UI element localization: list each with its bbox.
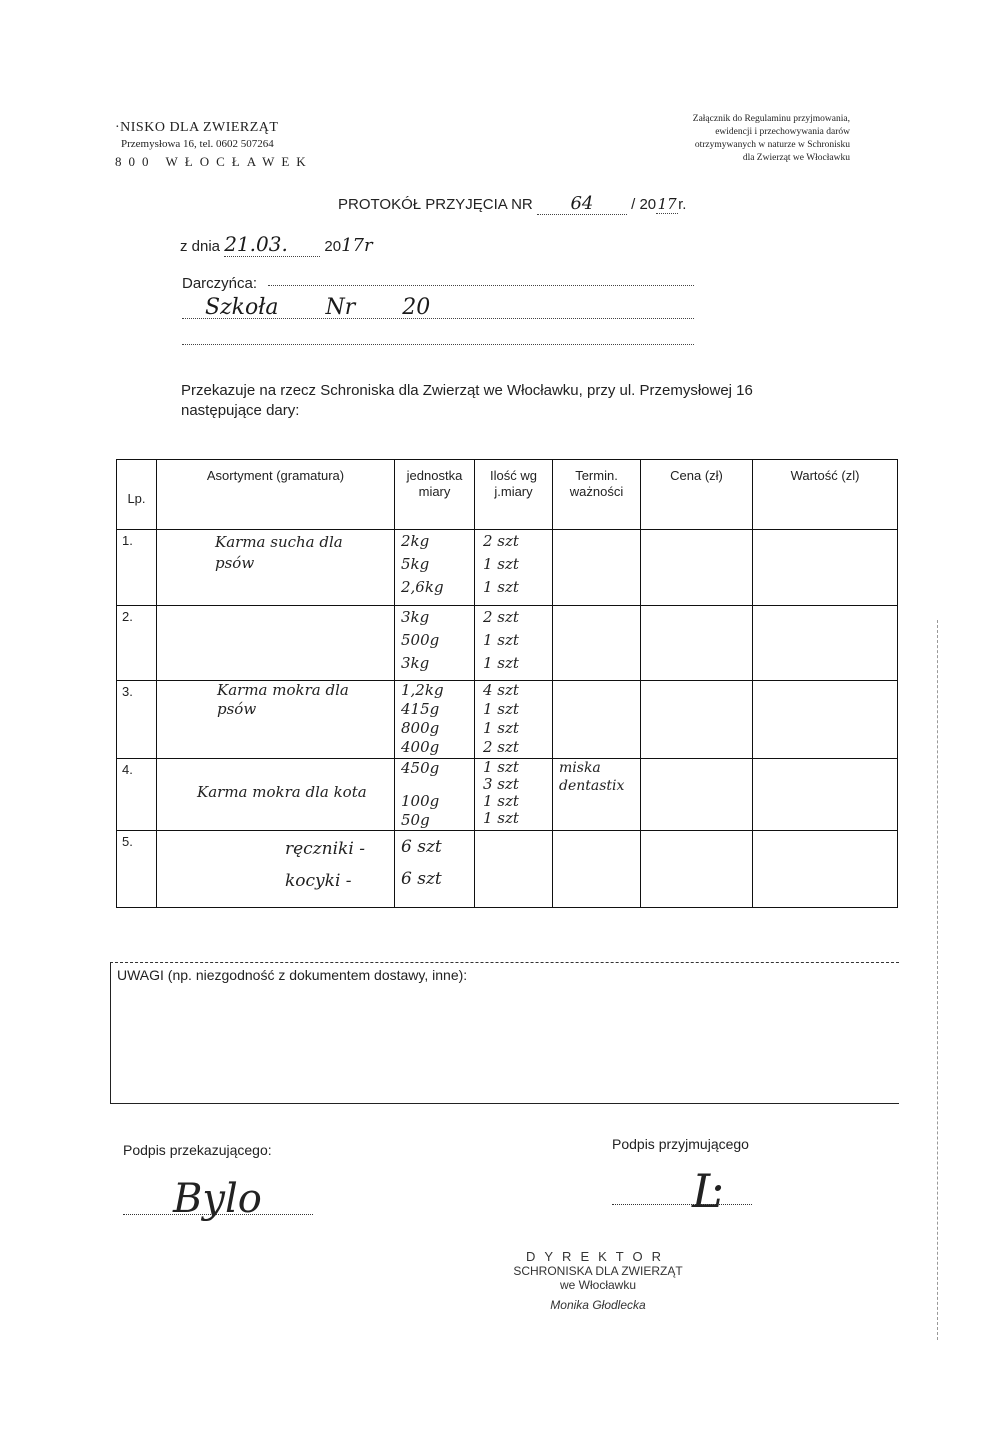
col-expiry bbox=[553, 460, 641, 530]
donor-name: Szkoła Nr 20 bbox=[205, 295, 431, 320]
col-unit bbox=[395, 460, 475, 530]
receiver-signature-line bbox=[612, 1204, 752, 1205]
receiver-signature-image: Ŀ bbox=[692, 1164, 723, 1218]
row-item: Karma mokra dla kota bbox=[197, 783, 367, 801]
row-qty: 2 szt bbox=[483, 608, 519, 626]
row-unit: 2,6kg bbox=[401, 578, 444, 596]
table-row bbox=[117, 759, 898, 831]
row-qty: 1 szt bbox=[483, 578, 519, 596]
row-expiry: miska dentastix bbox=[559, 760, 625, 794]
date-value: 21.03. bbox=[224, 232, 288, 256]
annex-line: ewidencji i przechowywania darów bbox=[715, 127, 850, 137]
org-city: 800 WŁOCŁAWEK bbox=[115, 154, 313, 169]
row-qty: 1 szt bbox=[483, 654, 519, 672]
row-unit: 50g bbox=[401, 811, 430, 829]
annex-line: dla Zwierząt we Włocławku bbox=[742, 153, 850, 163]
date-year: 17r bbox=[341, 235, 373, 256]
stamp-city: we Włocławku bbox=[559, 1278, 637, 1292]
title-suffix: r. bbox=[678, 196, 687, 213]
row-qty: 1 szt bbox=[483, 758, 519, 776]
row-lp: 1. bbox=[122, 533, 133, 548]
row-lp: 2. bbox=[122, 609, 133, 624]
page-edge-line bbox=[937, 620, 938, 1340]
protocol-year: 17 bbox=[657, 195, 677, 213]
giver-signature-image: Bylo bbox=[173, 1176, 262, 1222]
row-unit: 3kg bbox=[401, 654, 430, 672]
row-unit: 800g bbox=[401, 719, 440, 737]
row-unit: 2kg bbox=[401, 532, 430, 550]
row-unit: 415g bbox=[401, 700, 440, 718]
col-qty bbox=[475, 460, 553, 530]
date-label: z dnia bbox=[180, 238, 221, 255]
stamp-title: DYREKTOR bbox=[526, 1249, 670, 1264]
row-unit: 100g bbox=[401, 792, 440, 810]
table-row bbox=[117, 681, 898, 759]
stamp-org: SCHRONISKA DLA ZWIERZĄT bbox=[513, 1264, 683, 1278]
annex-line: otrzymywanych w naturze w Schronisku bbox=[694, 140, 850, 150]
row-qty: 2 szt bbox=[483, 738, 519, 756]
row-qty: 1 szt bbox=[483, 631, 519, 649]
giver-signature bbox=[123, 1142, 313, 1222]
row-item: Karma sucha dla psów bbox=[215, 533, 343, 572]
table-row bbox=[117, 831, 898, 908]
row-unit: 6 szt bbox=[401, 837, 442, 857]
row-unit: 1,2kg bbox=[401, 681, 444, 699]
date-row bbox=[180, 232, 373, 257]
col-unit-label: jednostka miary bbox=[406, 468, 463, 499]
table-row bbox=[117, 530, 898, 606]
row-qty: 1 szt bbox=[483, 792, 519, 810]
row-qty: 1 szt bbox=[483, 555, 519, 573]
stamp-name: Monika Głodlecka bbox=[550, 1298, 646, 1312]
row-lp: 5. bbox=[122, 834, 133, 849]
protocol-number: 64 bbox=[570, 193, 594, 214]
shelter-header bbox=[115, 120, 345, 170]
row-qty: 4 szt bbox=[483, 681, 519, 699]
title-prefix: PROTOKÓŁ PRZYJĘCIA NR bbox=[338, 196, 533, 213]
table-row bbox=[117, 606, 898, 681]
row-unit: 500g bbox=[401, 631, 440, 649]
annex-note bbox=[640, 113, 850, 165]
col-qty-label: Ilość wg j.miary bbox=[490, 468, 537, 499]
date-year-prefix: 20 bbox=[324, 238, 342, 255]
row-item: Karma mokra dla psów bbox=[217, 681, 349, 718]
org-address: Przemysłowa 16, tel. 0602 507264 bbox=[121, 138, 274, 150]
remarks-label: UWAGI (np. niezgodność z dokumentem dostawy, inne): bbox=[117, 967, 468, 983]
row-qty: 3 szt bbox=[483, 775, 519, 793]
row-qty: 1 szt bbox=[483, 809, 519, 827]
row-qty: 2 szt bbox=[483, 532, 519, 550]
row-qty: 1 szt bbox=[483, 719, 519, 737]
annex-line: Załącznik do Regulaminu przyjmowania, bbox=[692, 114, 850, 124]
col-item: Asortyment (gramatura) bbox=[157, 460, 395, 530]
remarks-box bbox=[110, 962, 899, 1104]
row-lp: 3. bbox=[122, 684, 133, 699]
receiver-signature bbox=[612, 1136, 752, 1218]
row-lp: 4. bbox=[122, 762, 133, 777]
row-unit: 5kg bbox=[401, 555, 430, 573]
row-unit: 6 szt bbox=[401, 869, 442, 889]
donations-table bbox=[116, 459, 898, 908]
donor-label: Darczyńca: bbox=[182, 275, 258, 292]
year-prefix: / 20 bbox=[631, 196, 657, 213]
col-lp: Lp. bbox=[117, 460, 157, 530]
col-price: Cena (zł) bbox=[641, 460, 753, 530]
row-unit: 450g bbox=[401, 759, 440, 777]
org-name: ·NISKO DLA ZWIERZĄT bbox=[115, 120, 279, 135]
row-item: ręczniki - kocyki - bbox=[285, 839, 365, 891]
donor-line-3 bbox=[182, 344, 694, 345]
giver-label: Podpis przekazującego: bbox=[123, 1142, 272, 1158]
director-stamp bbox=[498, 1250, 698, 1312]
row-qty: 1 szt bbox=[483, 700, 519, 718]
col-value: Wartość (zl) bbox=[753, 460, 898, 530]
row-unit: 3kg bbox=[401, 608, 430, 626]
row-unit: 400g bbox=[401, 738, 440, 756]
col-expiry-label: Termin. ważności bbox=[569, 468, 624, 499]
donor-line-1 bbox=[268, 285, 694, 286]
document-title bbox=[338, 193, 686, 215]
table-header-row bbox=[117, 460, 898, 530]
intro-text: Przekazuje na rzecz Schroniska dla Zwierząt we Włocławku, przy ul. Przemysłowej 16 następujące dary: bbox=[181, 382, 753, 419]
receiver-label: Podpis przyjmującego bbox=[612, 1136, 749, 1152]
